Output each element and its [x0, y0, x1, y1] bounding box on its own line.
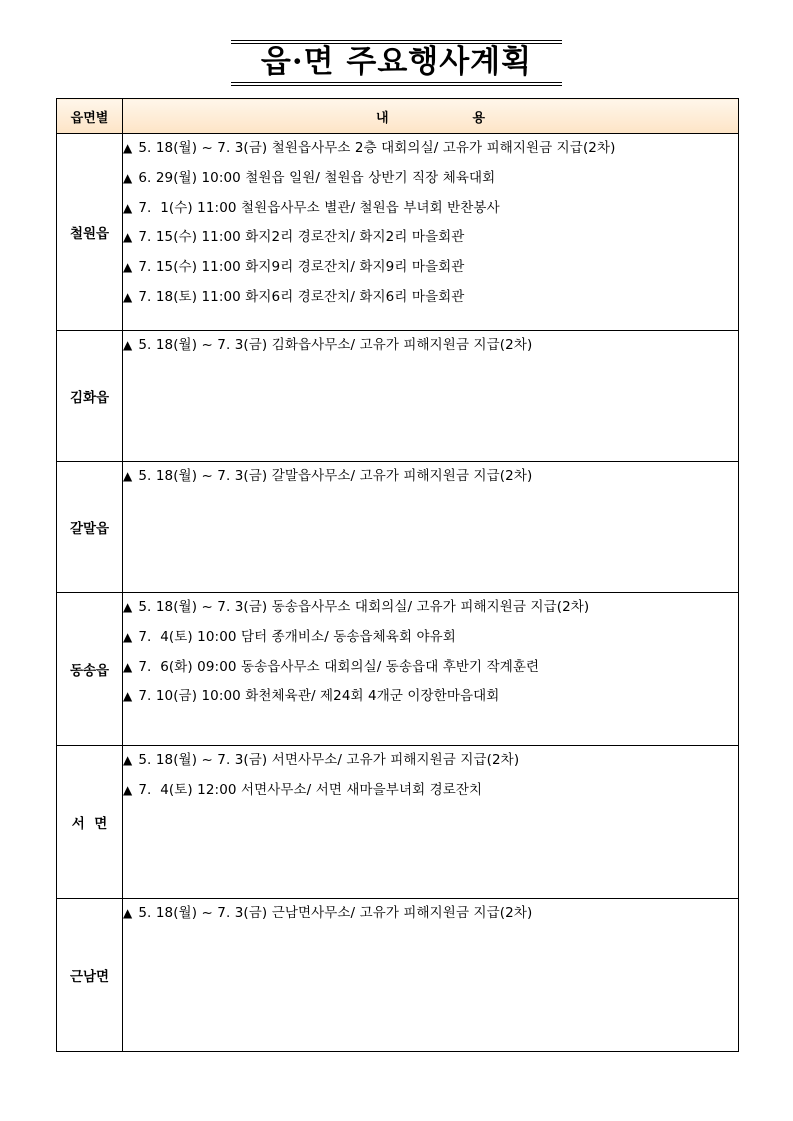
page-title: 읍·면 주요행사계획 — [260, 44, 533, 80]
triangle-bullet-icon: ▲ — [123, 170, 133, 185]
event-text: 5. 18(월) ~ 7. 3(금) 김화읍사무소/ 고유가 피해지원금 지급(2차) — [138, 337, 533, 353]
event-list — [123, 462, 739, 593]
triangle-bullet-icon: ▲ — [123, 141, 133, 155]
triangle-bullet-icon: ▲ — [123, 782, 133, 797]
event-item — [123, 593, 738, 623]
event-list — [123, 593, 739, 746]
triangle-bullet-icon: ▲ — [123, 659, 133, 674]
event-item — [123, 331, 738, 361]
header-content-part-b: 용 — [472, 110, 486, 126]
triangle-bullet-icon: ▲ — [123, 689, 133, 704]
event-item — [123, 253, 738, 283]
event-text: 5. 18(월) ~ 7. 3(금) 갈말읍사무소/ 고유가 피해지원금 지급(2차) — [138, 468, 533, 484]
schedule-table — [56, 98, 739, 1052]
event-item — [123, 462, 738, 492]
triangle-bullet-icon: ▲ — [123, 469, 133, 483]
event-list — [123, 746, 739, 899]
event-item — [123, 194, 738, 224]
event-list — [123, 331, 739, 462]
event-item — [123, 164, 738, 194]
event-text: 5. 18(월) ~ 7. 3(금) 근남면사무소/ 고유가 피해지원금 지급(2차) — [138, 905, 533, 921]
event-list — [123, 899, 739, 1052]
table-row — [57, 134, 739, 331]
town-name: 김화읍 — [57, 331, 123, 462]
title-rule-bottom-inner — [231, 82, 562, 83]
event-text: 7. 10(금) 10:00 화천체육관/ 제24회 4개군 이장한마음대회 — [138, 688, 500, 705]
table-row — [57, 331, 739, 462]
event-text: 5. 18(월) ~ 7. 3(금) 동송읍사무소 대회의실/ 고유가 피해지원금 지급(2차) — [138, 599, 590, 615]
event-text: 6. 29(월) 10:00 철원읍 일원/ 철원읍 상반기 직장 체육대회 — [138, 169, 496, 186]
title-rule-bottom — [231, 85, 562, 86]
triangle-bullet-icon: ▲ — [123, 338, 133, 352]
event-item — [123, 134, 738, 164]
triangle-bullet-icon: ▲ — [123, 230, 133, 245]
title-rule-top — [231, 40, 562, 41]
table-header-row — [57, 99, 739, 134]
event-item — [123, 623, 738, 653]
triangle-bullet-icon: ▲ — [123, 629, 133, 644]
event-text: 7. 18(토) 11:00 화지6리 경로잔치/ 화지6리 마을회관 — [138, 288, 465, 305]
triangle-bullet-icon: ▲ — [123, 289, 133, 304]
event-text: 7. 15(수) 11:00 화지9리 경로잔치/ 화지9리 마을회관 — [138, 259, 465, 276]
event-item — [123, 682, 738, 712]
event-item — [123, 776, 738, 806]
table-row — [57, 899, 739, 1052]
event-text: 7. 4(토) 10:00 담터 종개비소/ 동송읍체육회 야유회 — [138, 628, 456, 645]
event-item — [123, 223, 738, 253]
event-item — [123, 653, 738, 683]
town-name: 철원읍 — [57, 134, 123, 331]
title-box — [231, 40, 562, 86]
table-row — [57, 462, 739, 593]
event-text: 7. 4(토) 12:00 서면사무소/ 서면 새마을부녀회 경로잔치 — [138, 781, 483, 798]
town-name: 동송읍 — [57, 593, 123, 746]
header-content-part-a: 내 — [375, 110, 389, 126]
table-row — [57, 593, 739, 746]
event-text: 5. 18(월) ~ 7. 3(금) 철원읍사무소 2층 대회의실/ 고유가 피해지원금 지급(2차) — [138, 140, 616, 156]
triangle-bullet-icon: ▲ — [123, 200, 133, 215]
town-name: 근남면 — [57, 899, 123, 1052]
header-town: 읍면별 — [57, 99, 123, 134]
event-text: 7. 6(화) 09:00 동송읍사무소 대회의실/ 동송읍대 후반기 작계훈련 — [138, 658, 540, 675]
header-content — [123, 99, 739, 134]
event-list — [123, 134, 739, 331]
event-item — [123, 746, 738, 776]
town-name: 서 면 — [57, 746, 123, 899]
event-text: 7. 1(수) 11:00 철원읍사무소 별관/ 철원읍 부녀회 반찬봉사 — [138, 199, 500, 216]
table-row — [57, 746, 739, 899]
triangle-bullet-icon: ▲ — [123, 753, 133, 767]
triangle-bullet-icon: ▲ — [123, 600, 133, 614]
event-text: 7. 15(수) 11:00 화지2리 경로잔치/ 화지2리 마을회관 — [138, 229, 465, 246]
event-item — [123, 899, 738, 929]
town-name: 갈말읍 — [57, 462, 123, 593]
triangle-bullet-icon: ▲ — [123, 260, 133, 275]
event-text: 5. 18(월) ~ 7. 3(금) 서면사무소/ 고유가 피해지원금 지급(2차) — [138, 752, 520, 768]
triangle-bullet-icon: ▲ — [123, 906, 133, 920]
event-item — [123, 283, 738, 313]
